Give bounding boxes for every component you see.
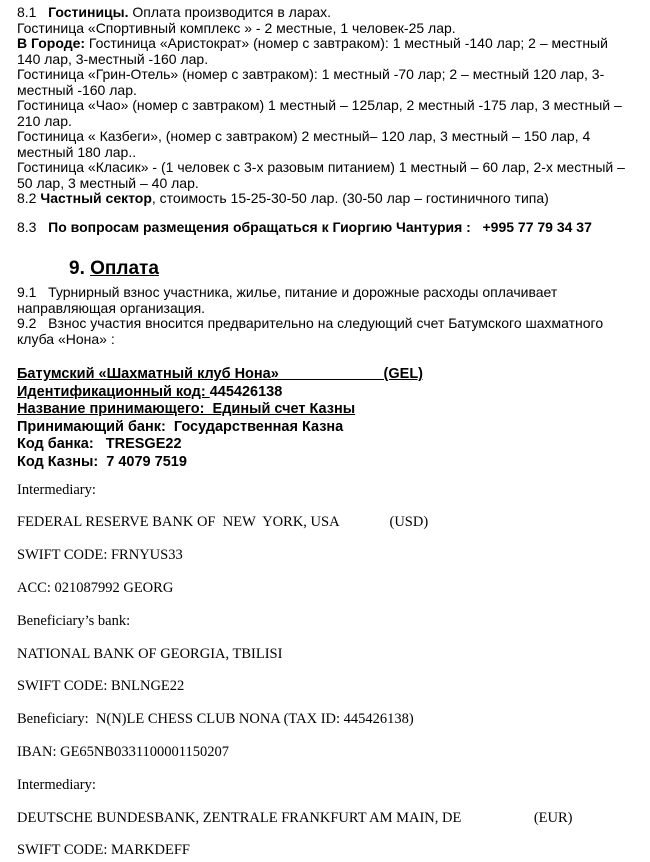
text-segment: Гостиница « Казбеги», (номер с завтраком) 2 местный– 120 лар, 3 местный – 150 лар, 4 (17, 129, 591, 144)
text-line (17, 160, 646, 176)
text-segment: 210 лар. (17, 113, 72, 129)
text-line (17, 36, 646, 52)
text-segment: Оплата производится в ларах. (128, 5, 332, 20)
text-segment: 140 лар, 3-местный -160 лар. (17, 51, 209, 67)
text-segment: SWIFT CODE: FRNYUS33 (17, 547, 183, 564)
text-segment: Код Казны: 7 4079 7519 (17, 453, 187, 470)
text-line (17, 546, 646, 565)
text-segment: По вопросам размещения обращаться к Гиоргию Чантурия : +995 77 79 34 37 (48, 219, 592, 235)
text-segment: 9. (69, 258, 91, 279)
text-line (17, 52, 646, 68)
text-segment: местный -160 лар. (17, 82, 137, 98)
text-line (17, 98, 646, 114)
section-9-payment-terms (17, 285, 646, 347)
text-line (17, 191, 646, 207)
text-line (17, 401, 646, 419)
text-segment: Beneficiary: N(N)LE CHESS CLUB NONA (TAX ID: 445426138) (17, 711, 414, 728)
section-9-heading (69, 257, 646, 280)
text-segment: Частный сектор (40, 191, 152, 206)
text-segment: ACC: 021087992 GEORG (17, 579, 174, 596)
text-line (17, 513, 646, 532)
text-segment: 445426138 (209, 383, 283, 400)
text-line (17, 645, 646, 664)
text-segment: IBAN: GE65NB0331100001150207 (17, 743, 229, 760)
text-line (17, 743, 646, 762)
text-line (17, 809, 646, 828)
text-line (17, 436, 646, 454)
text-segment: 9.1 Турнирный взнос участника, жилье, питание и дорожные расходы оплачивает (17, 285, 558, 300)
text-segment: FEDERAL RESERVE BANK OF NEW YORK, USA (USD) (17, 514, 429, 531)
text-segment: 8.1 (17, 5, 49, 20)
text-line (17, 677, 646, 696)
text-segment: Оплата (90, 258, 159, 279)
text-segment: Название принимающего: Единый счет Казны (17, 401, 356, 418)
text-segment: SWIFT CODE: BNLNGE22 (17, 678, 185, 695)
text-segment: Идентификационный код: (17, 383, 210, 400)
text-segment: DEUTSCHE BUNDESBANK, ZENTRALE FRANKFURT AM MAIN, DE (EUR) (17, 809, 573, 826)
text-line (17, 579, 646, 598)
text-segment: Гостиницы. (48, 5, 129, 20)
text-segment: Гостиница «Класик» - (1 человек с 3-х разовым питанием) 1 местный – 60 лар, 2-х местный – (17, 160, 625, 175)
spacer (17, 472, 646, 481)
text-segment: Код банка: TRESGE22 (17, 436, 182, 453)
text-segment: местный 180 лар.. (17, 144, 137, 160)
text-line (17, 316, 646, 332)
text-segment: Гостиница «Чао» (номер с завтраком) 1 местный – 125лар, 2 местный -175 лар, 3 местный – (17, 98, 622, 113)
text-segment: Батумский «Шахматный клуб Нона» (GEL) (17, 366, 424, 382)
spacer (17, 207, 646, 220)
text-line (17, 419, 646, 437)
text-segment: Intermediary: (17, 776, 96, 793)
text-segment: , стоимость 15-25-30-50 лар. (30-50 лар – гостиничного типа) (151, 191, 549, 206)
text-line (17, 332, 646, 348)
section-8-hotels (17, 5, 646, 207)
text-segment: Принимающий банк: Государственная Казна (17, 418, 344, 435)
text-line (17, 366, 646, 384)
spacer (17, 347, 646, 366)
text-line (17, 301, 646, 317)
text-line (17, 21, 646, 37)
text-line (17, 285, 646, 301)
text-line (17, 176, 646, 192)
text-segment: Гостиница «Аристократ» (номер с завтраком): 1 местный -140 лар; 2 – местный (85, 36, 608, 51)
text-segment: 8.3 (17, 219, 49, 235)
text-segment: 9.2 Взнос участия вносится предварительно на следующий счет Батумского шахматного (17, 316, 604, 331)
text-line (17, 776, 646, 795)
section-8-3-contact (17, 220, 646, 236)
text-segment: Beneficiary’s bank: (17, 612, 131, 629)
text-line (17, 384, 646, 402)
text-line (17, 83, 646, 99)
text-segment: В Городе: (17, 36, 86, 51)
text-segment: NATIONAL BANK OF GEORGIA, TBILISI (17, 645, 283, 662)
text-segment: SWIFT CODE: MARKDEFF (17, 842, 190, 859)
text-line (17, 612, 646, 631)
text-segment: направляющая организация. (17, 300, 206, 316)
text-segment: Гостиница «Грин-Отель» (номер с завтраком): 1 местный -70 лар; 2 – местный 120 лар, 3- (17, 67, 605, 82)
text-line (17, 220, 646, 236)
text-line (17, 67, 646, 83)
text-line (17, 129, 646, 145)
text-line (17, 841, 646, 860)
text-segment: Гостиница «Спортивный комплекс » - 2 местные, 1 человек-25 лар. (17, 20, 456, 36)
text-segment: клуба «Нона» : (17, 331, 115, 347)
text-line (17, 5, 646, 21)
bank-details-gel (17, 366, 646, 472)
text-segment: Intermediary: (17, 481, 96, 498)
text-line (17, 454, 646, 472)
wire-transfer-details (17, 481, 646, 861)
text-segment: 50 лар, 3 местный – 40 лар. (17, 175, 199, 191)
text-line (17, 710, 646, 729)
text-segment: 8.2 (17, 191, 41, 206)
text-line (17, 114, 646, 130)
text-line (17, 481, 646, 500)
text-line (17, 145, 646, 161)
